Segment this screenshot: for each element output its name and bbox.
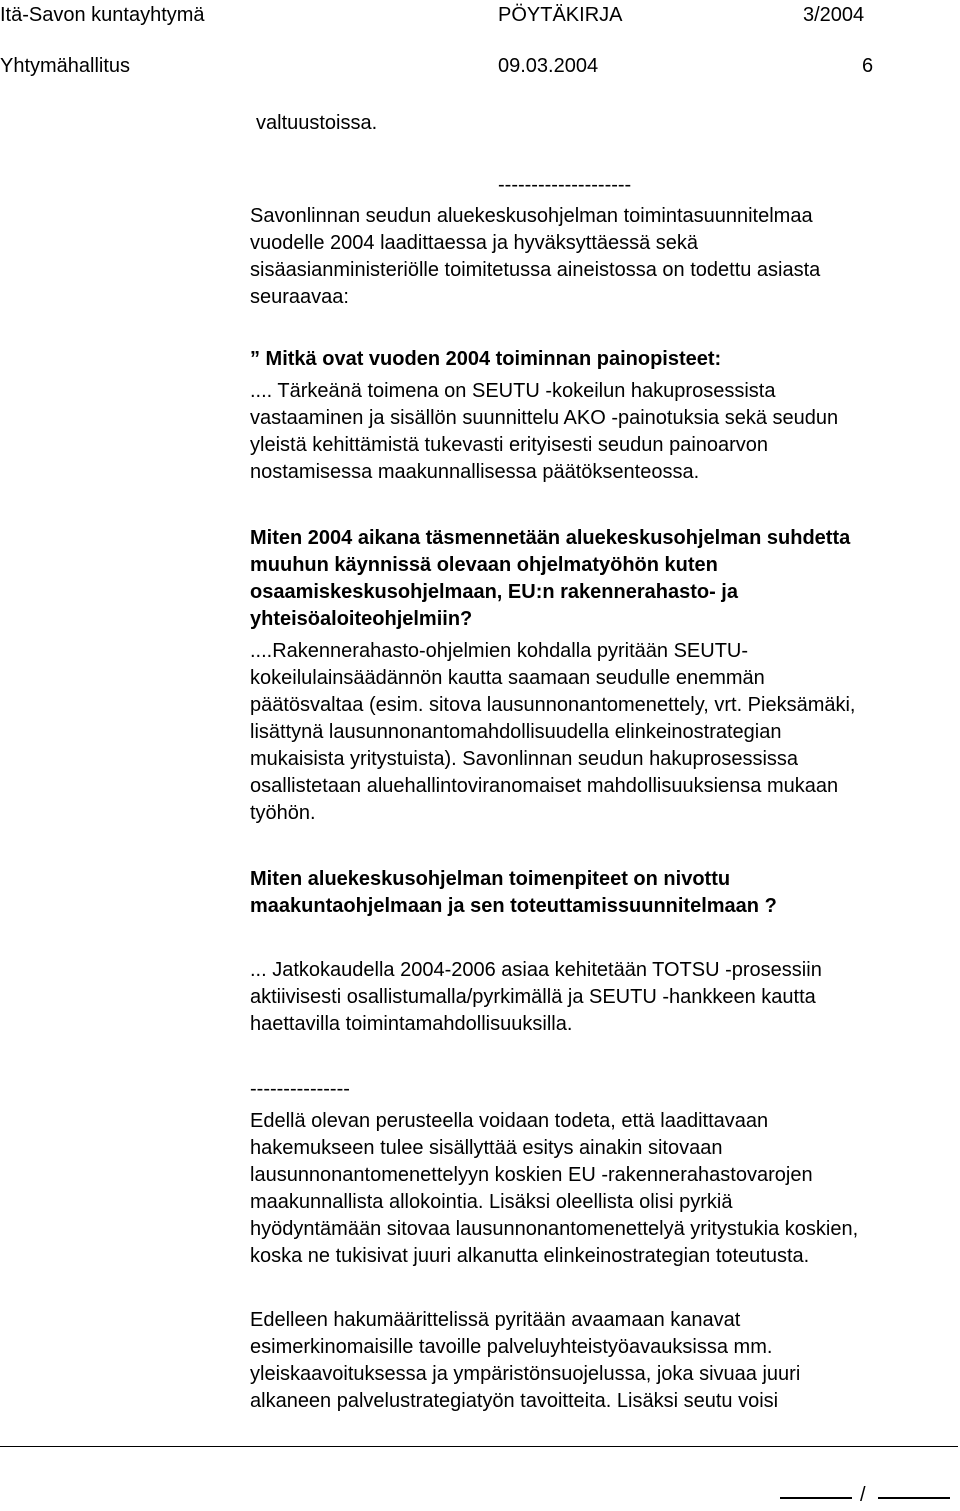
meeting-date: 09.03.2004 <box>498 55 599 77</box>
question-line: Miten aluekeskusohjelman toimenpiteet on nivottu <box>250 868 731 890</box>
question-line: osaamiskeskusohjelmaan, EU:n rakennerahasto- ja <box>250 581 738 603</box>
question-line: muuhun käynnissä olevaan ohjelmatyöhön kuten <box>250 554 718 576</box>
paragraph-line: seuraavaa: <box>250 286 349 308</box>
paragraph-line: vastaaminen ja sisällön suunnittelu AKO -painotuksia sekä seudun <box>250 407 839 429</box>
paragraph-line: päätösvaltaa (esim. sitova lausunnonantomenettely, vrt. Pieksämäki, <box>250 694 856 716</box>
paragraph-line: haettavilla toimintamahdollisuuksilla. <box>250 1013 573 1035</box>
paragraph-line: ....Rakennerahasto-ohjelmien kohdalla pyritään SEUTU- <box>250 640 749 662</box>
paragraph-line: esimerkinomaisille tavoille palveluyhteistyöavauksissa mm. <box>250 1336 773 1358</box>
paragraph-line: maakunnallista allokointia. Lisäksi oleellista olisi pyrkiä <box>250 1191 733 1213</box>
question-1: ” Mitkä ovat vuoden 2004 toiminnan painopisteet: <box>250 348 722 370</box>
paragraph-line: Edellä olevan perusteella voidaan todeta, että laadittavaan <box>250 1110 769 1132</box>
signature-line-right <box>878 1497 950 1499</box>
paragraph-line: yleiskaavoituksessa ja ympäristönsuojelussa, joka sivuaa juuri <box>250 1363 801 1385</box>
separator-line: --------------- <box>250 1078 350 1100</box>
separator-line: -------------------- <box>498 174 632 196</box>
paragraph-line: mukaisista yritystuista). Savonlinnan seudun hakuprosessissa <box>250 748 799 770</box>
paragraph-line: hyödyntämään sitovaa lausunnonantomenettelyä yritystukia koskien, <box>250 1218 859 1240</box>
paragraph-line: osallistetaan aluehallintoviranomaiset mahdollisuuksiensa mukaan <box>250 775 839 797</box>
question-line: maakuntaohjelmaan ja sen toteuttamissuunnitelmaan ? <box>250 895 777 917</box>
document-type: PÖYTÄKIRJA <box>498 4 623 26</box>
question-line: yhteisöaloiteohjelmiin? <box>250 608 473 630</box>
paragraph-line: hakemukseen tulee sisällyttää esitys ainakin sitovaan <box>250 1137 723 1159</box>
board-name: Yhtymähallitus <box>0 55 131 77</box>
paragraph-line: sisäasianministeriölle toimitetussa aineistossa on todettu asiasta <box>250 259 821 281</box>
document-number: 3/2004 <box>803 4 865 26</box>
paragraph-line: Savonlinnan seudun aluekeskusohjelman toimintasuunnitelmaa <box>250 205 813 227</box>
footer-divider <box>0 1446 958 1447</box>
paragraph-line: alkaneen palvelustrategiatyön tavoitteita. Lisäksi seutu voisi <box>250 1390 779 1412</box>
page-number: 6 <box>862 55 874 77</box>
organization-name: Itä-Savon kuntayhtymä <box>0 4 205 26</box>
paragraph-line: lisättynä lausunnonantomahdollisuudella elinkeinostrategian <box>250 721 782 743</box>
paragraph-line: Edelleen hakumäärittelissä pyritään avaamaan kanavat <box>250 1309 741 1331</box>
question-line: Miten 2004 aikana täsmennetään aluekeskusohjelman suhdetta <box>250 527 851 549</box>
paragraph-line: yleistä kehittämistä tukevasti erityisesti seudun painoarvon <box>250 434 769 456</box>
paragraph-line: .... Tärkeänä toimena on SEUTU -kokeilun hakuprosessista <box>250 380 776 402</box>
signature-slash: / <box>860 1484 866 1506</box>
signature-line-left <box>780 1497 852 1499</box>
paragraph-line: ... Jatkokaudella 2004-2006 asiaa kehitetään TOTSU -prosessiin <box>250 959 822 981</box>
paragraph-line: aktiivisesti osallistumalla/pyrkimällä ja SEUTU -hankkeen kautta <box>250 986 816 1008</box>
paragraph-line: työhön. <box>250 802 316 824</box>
intro-word: valtuustoissa. <box>256 112 378 134</box>
paragraph-line: kokeilulainsäädännön kautta saamaan seudulle enemmän <box>250 667 765 689</box>
paragraph-line: koska ne tukisivat juuri alkanutta elinkeinostrategian toteutusta. <box>250 1245 810 1267</box>
paragraph-line: vuodelle 2004 laadittaessa ja hyväksyttäessä sekä <box>250 232 699 254</box>
paragraph-line: lausunnonantomenettelyyn koskien EU -rakennerahastovarojen <box>250 1164 813 1186</box>
paragraph-line: nostamisessa maakunnallisessa päätöksenteossa. <box>250 461 700 483</box>
